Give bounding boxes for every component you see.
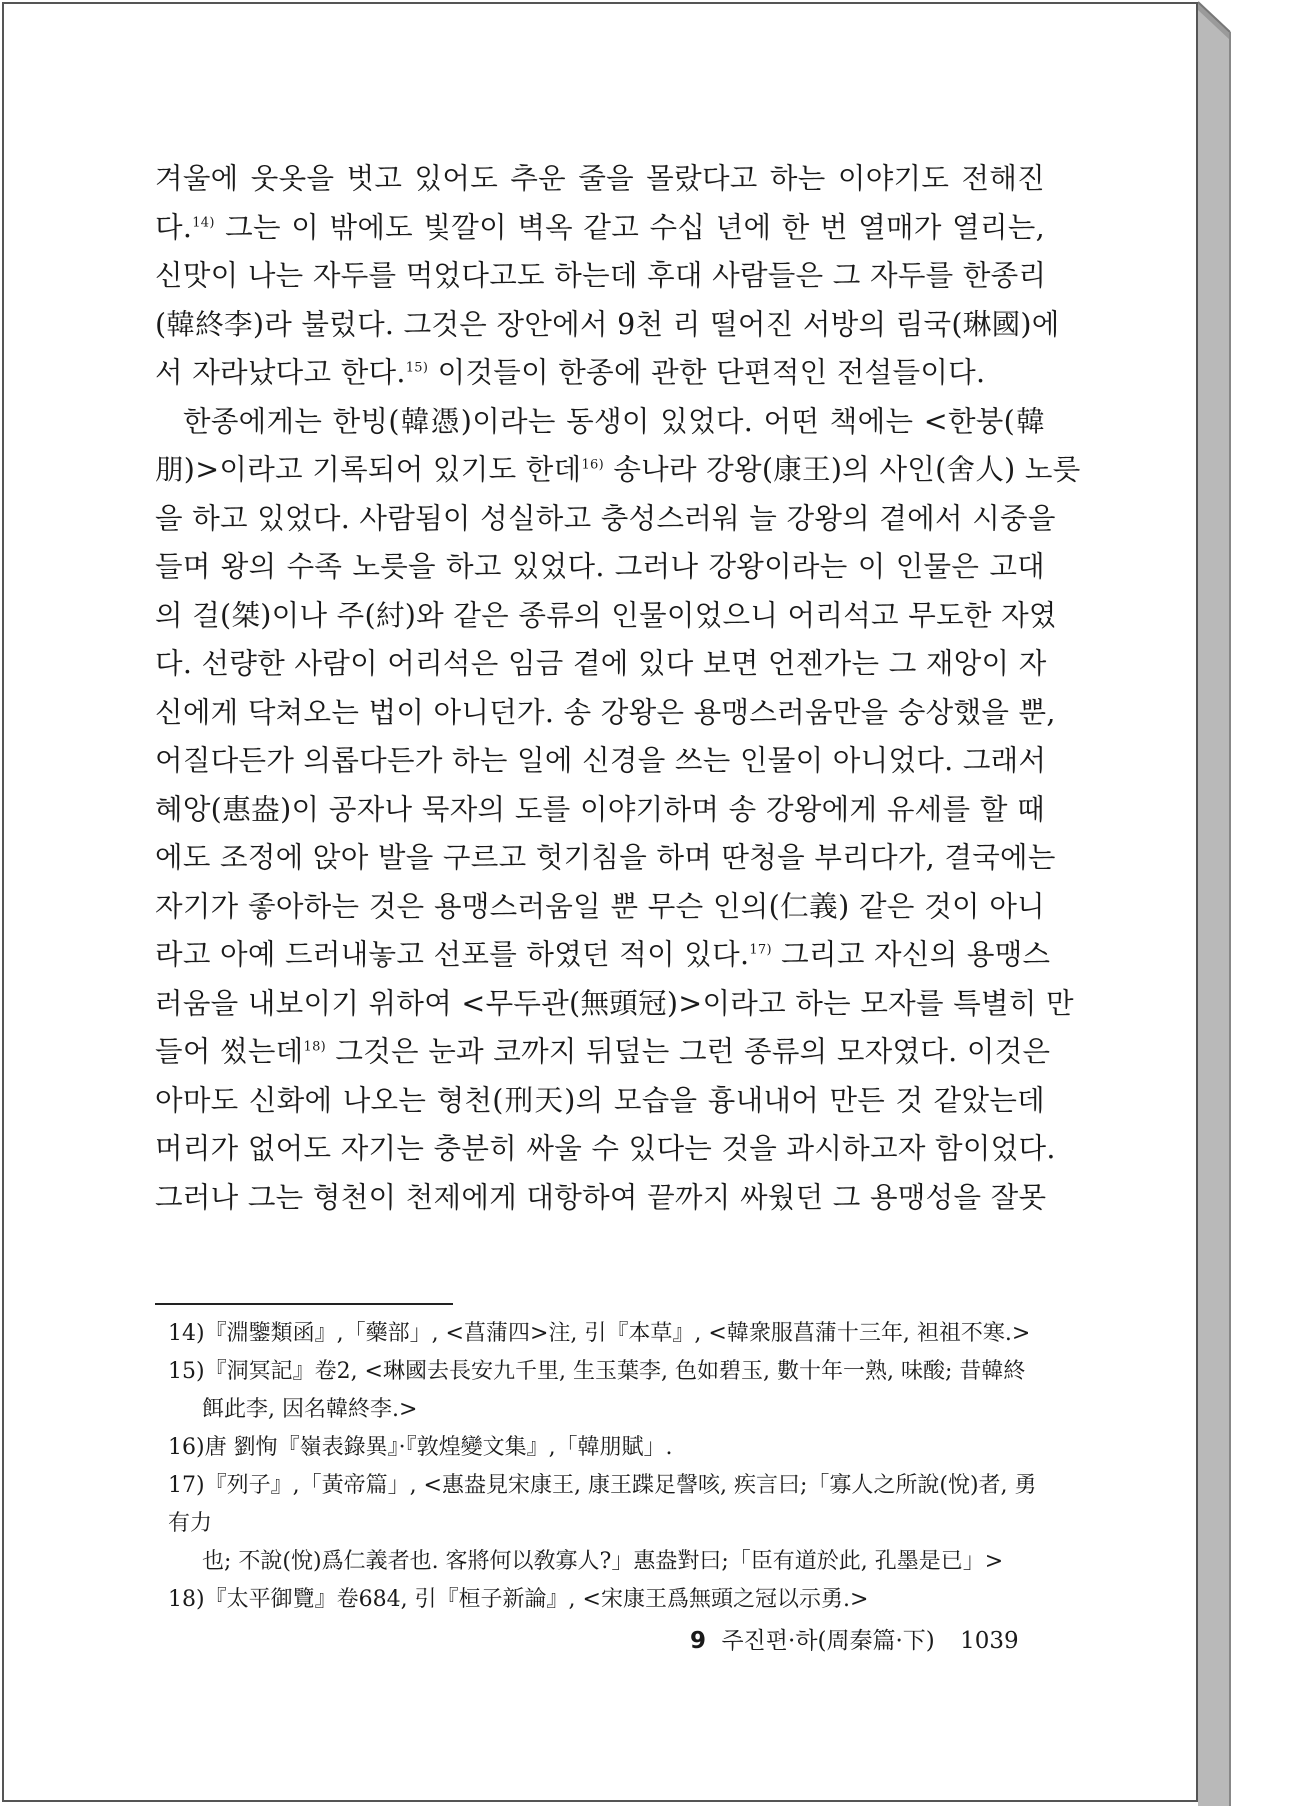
text-line: 다.$^{14)}$ 그는 이 밖에도 빛깔이 벽옥 같고 수십 년에 한 번 열매가 열리는,: [155, 210, 1045, 244]
footnote-number: 16): [168, 1435, 205, 1460]
footnote-number: 17): [168, 1473, 205, 1498]
page-number: 1039: [960, 1628, 1019, 1654]
footnote-ref[interactable]: 15): [405, 360, 429, 376]
text-line: 러움을 내보이기 위하여 <무두관(無頭冠)>이라고 하는 모자를 특별히 만: [155, 986, 1074, 1020]
footnote-text-continued: 也; 不說(悅)爲仁義者也. 客將何以敎寡人?」惠盎對曰;「臣有道於此, 孔墨是已」>: [202, 1549, 1004, 1574]
footnote-number: 14): [168, 1321, 205, 1346]
footnote-ref[interactable]: 18): [303, 1039, 327, 1055]
footnote: [168, 1353, 1048, 1429]
text-line: 朋)>이라고 기록되어 있기도 한데$^{16)}$ 송나라 강왕(康王)의 사인(舍人) 노릇: [155, 453, 1081, 486]
text-line: 들며 왕의 수족 노릇을 하고 있었다. 그러나 강왕이라는 이 인물은 고대: [155, 550, 1045, 583]
footnote-text: 唐 劉恂『嶺表錄異』·『敦煌變文集』,「韓朋賦」.: [204, 1435, 673, 1460]
footnote: [168, 1315, 1048, 1353]
chapter-title: 주진편·하(周秦篇·下): [721, 1628, 935, 1654]
text-line: (韓終李)라 불렀다. 그것은 장안에서 9천 리 떨어진 서방의 림국(琳國)에: [155, 307, 1060, 341]
text-line: 신에게 닥쳐오는 법이 아니던가. 송 강왕은 용맹스러움만을 숭상했을 뿐,: [155, 695, 1056, 729]
footnote-text: 『太平御覽』卷684, 引『桓子新論』, <宋康王爲無頭之冠以示勇.>: [204, 1587, 869, 1612]
footnote-ref[interactable]: 14): [192, 215, 215, 230]
footnote-divider: [155, 1303, 453, 1305]
text-line: 자기가 좋아하는 것은 용맹스러움일 뿐 무슨 인의(仁義) 같은 것이 아니: [155, 889, 1045, 923]
text-line: 의 걸(桀)이나 주(紂)와 같은 종류의 인물이었으니 어리석고 무도한 자였: [155, 598, 1057, 632]
text-line: 혜앙(惠盎)이 공자나 묵자의 도를 이야기하며 송 강왕에게 유세를 할 때: [155, 792, 1045, 826]
paragraph-1: [155, 155, 1060, 398]
footnote-text: 『淵鑒類函』,「藥部」, <菖蒲四>注, 引『本草』, <韓衆服菖蒲十三年, 袒祖不寒.>: [204, 1321, 1031, 1346]
text-line: 아마도 신화에 나오는 형천(刑天)의 모습을 흉내내어 만든 것 같았는데: [155, 1083, 1045, 1117]
text-line: 그러나 그는 형천이 천제에게 대항하여 끝까지 싸웠던 그 용맹성을 잘못: [155, 1180, 1047, 1214]
chapter-number: 9: [690, 1628, 707, 1654]
text-line: 서 자라났다고 한다.$^{15)}$ 이것들이 한종에 관한 단편적인 전설들이다.: [155, 356, 986, 389]
page-footer: [690, 1622, 1019, 1655]
text-line: 라고 아예 드러내놓고 선포를 하였던 적이 있다.$^{17)}$ 그리고 자신의 용맹스: [155, 938, 1051, 971]
text-line: 겨울에 웃옷을 벗고 있어도 추운 줄을 몰랐다고 하는 이야기도 전해진: [155, 162, 1045, 195]
footnote-text-continued: 餌此李, 因名韓終李.>: [202, 1397, 418, 1422]
footnote: [168, 1581, 1048, 1619]
footnote: [168, 1429, 1048, 1467]
text-line: 다. 선량한 사람이 어리석은 임금 곁에 있다 보면 언젠가는 그 재앙이 자: [155, 647, 1047, 680]
paragraph-2: [155, 398, 1081, 1223]
footnote-number: 15): [168, 1359, 205, 1384]
text-line: 을 하고 있었다. 사람됨이 성실하고 충성스러워 늘 강왕의 곁에서 시중을: [155, 501, 1056, 535]
footnotes: [168, 1315, 1048, 1619]
text-line: 어질다든가 의롭다든가 하는 일에 신경을 쓰는 인물이 아니었다. 그래서: [155, 744, 1047, 777]
text-line: 에도 조정에 앉아 발을 구르고 헛기침을 하며 딴청을 부리다가, 결국에는: [155, 841, 1056, 874]
footnote-ref[interactable]: 16): [581, 457, 604, 473]
text-line: 머리가 없어도 자기는 충분히 싸울 수 있다는 것을 과시하고자 함이었다.: [155, 1132, 1056, 1165]
text-line: 들어 썼는데$^{18)}$ 그것은 눈과 코까지 뒤덮는 그런 종류의 모자였다. 이것은: [155, 1035, 1051, 1068]
main-text: [155, 155, 1081, 1222]
footnote-text: 『列子』,「黃帝篇」, <惠盎見宋康王, 康王蹀足謦咳, 疾言曰;「寡人之所說(悅)者, 勇有力: [168, 1473, 1037, 1536]
text-line: 한종에게는 한빙(韓憑)이라는 동생이 있었다. 어떤 책에는 <한붕(韓: [183, 404, 1045, 438]
footnote: [168, 1467, 1048, 1581]
footnote-ref[interactable]: 17): [749, 942, 772, 958]
footnote-number: 18): [168, 1587, 205, 1612]
footnote-text: 『洞冥記』卷2, <琳國去長安九千里, 生玉葉李, 色如碧玉, 數十年一熟, 味酸; 昔韓終: [204, 1359, 1026, 1384]
text-line: 신맛이 나는 자두를 먹었다고도 하는데 후대 사람들은 그 자두를 한종리: [155, 259, 1047, 292]
